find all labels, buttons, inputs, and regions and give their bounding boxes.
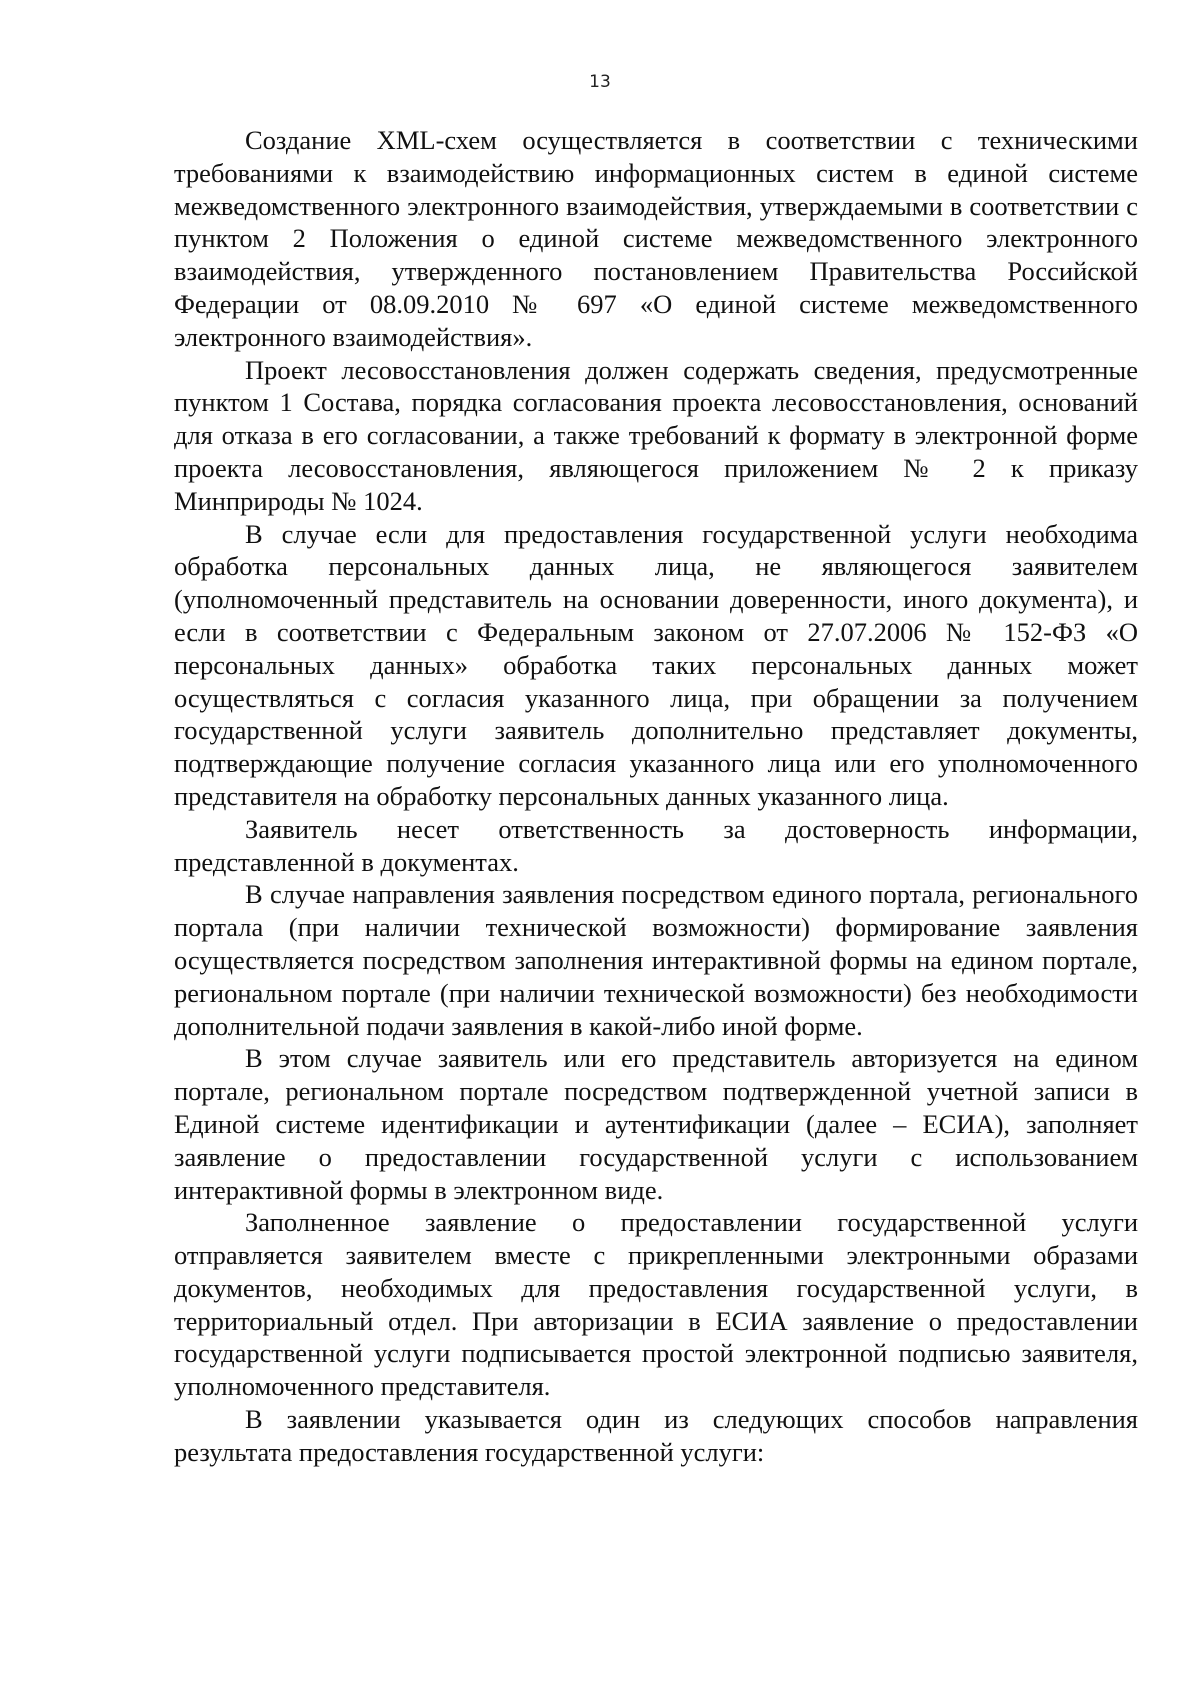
paragraph-reforestation-project: Проект лесовосстановления должен содержать сведения, предусмотренные пунктом 1 Состава, порядка согласования проекта лесовосстановления, оснований для отказа в его согласовании, а также требований к формату в электронной форме проекта лесовосстановления, являющегося приложением № 2 к приказу Минприроды № 1024. <box>174 354 1138 516</box>
document-body <box>174 124 1138 1469</box>
paragraph-portal-submission: В случае направления заявления посредством единого портала, регионального портала (при наличии технической возможности) формирование заявления осуществляется посредством заполнения интерактивной формы на едином портале, региональном портале (при наличии технической возможности) без необходимости дополнительной подачи заявления в какой-либо иной форме. <box>174 879 1138 1041</box>
paragraph-result-methods: В заявлении указывается один из следующих способов направления результата предоставления государственной услуги: <box>174 1404 1138 1467</box>
paragraph-application-sending: Заполненное заявление о предоставлении государственной услуги отправляется заявителем вместе с прикрепленными электронными образами документов, необходимых для предоставления государственной услуги, в территориальный отдел. При авторизации в ЕСИА заявление о предоставлении государственной услуги подписывается простой электронной подписью заявителя, уполномоченного представителя. <box>174 1207 1138 1402</box>
paragraph-applicant-responsibility: Заявитель несет ответственность за достоверность информации, представленной в документах. <box>174 813 1138 877</box>
paragraph-xml-schemas: Создание XML-схем осуществляется в соответствии с техническими требованиями к взаимодействию информационных систем в единой системе межведомственного электронного взаимодействия, утверждаемыми в соответствии с пунктом 2 Положения о единой системе межведомственного электронного взаимодействия, утвержденного постановлением Правительства Российской Федерации от 08.09.2010 № 697 «О единой системе межведомственного электронного взаимодействия». <box>174 125 1138 352</box>
paragraph-personal-data: В случае если для предоставления государственной услуги необходима обработка персональных данных лица, не являющегося заявителем (уполномоченный представитель на основании доверенности, иного документа), и если в соответствии с Федеральным законом от 27.07.2006 № 152-ФЗ «О персональных данных» обработка таких персональных данных может осуществляться с согласия указанного лица, при обращении за получением государственной услуги заявитель дополнительно представляет документы, подтверждающие получение согласия указанного лица или его уполномоченного представителя на обработку персональных данных указанного лица. <box>174 518 1138 811</box>
paragraph-esia-authorization: В этом случае заявитель или его представитель авторизуется на едином портале, региональном портале посредством подтвержденной учетной записи в Единой системе идентификации и аутентификации (далее – ЕСИА), заполняет заявление о предоставлении государственной услуги с использованием интерактивной формы в электронном виде. <box>174 1043 1138 1205</box>
page-number: 13 <box>589 72 611 92</box>
